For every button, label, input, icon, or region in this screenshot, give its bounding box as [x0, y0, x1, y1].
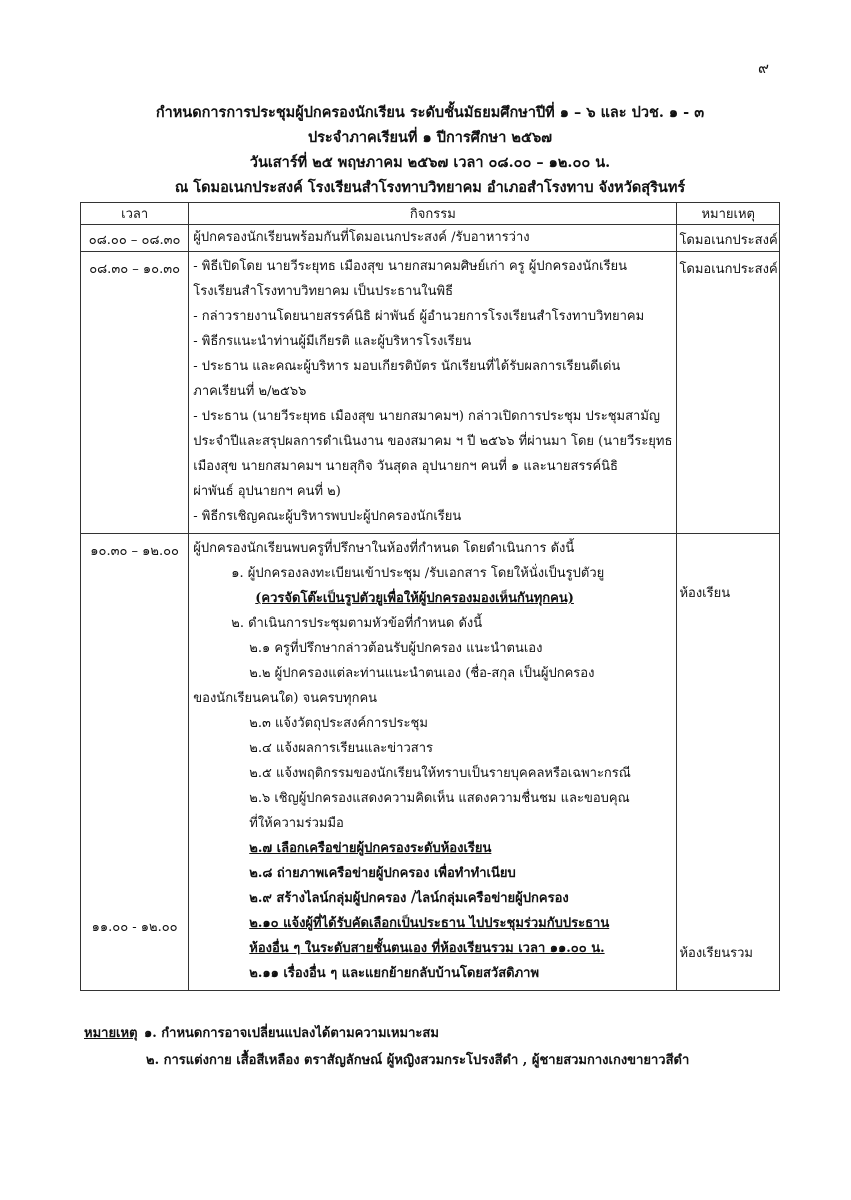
row2-time: ๐๘.๓๐ – ๑๐.๓๐: [81, 252, 189, 534]
subitem-2-10: ๒.๑๐ แจ้งผู้ที่ได้รับคัดเลือกเป็นประธาน ไปประชุมร่วมกับประธาน: [249, 916, 610, 931]
title-line-2: ประจำภาคเรียนที่ ๑ ปีการศึกษา ๒๕๖๗: [307, 129, 553, 146]
row3-activity: [189, 534, 677, 991]
activity-line: โรงเรียนสำโรงทาบวิทยาคม เป็นประธานในพิธี: [193, 284, 454, 299]
remark-1: [84, 1020, 689, 1047]
remark-2: ๒. การแต่งกาย เสื้อสีเหลือง ตราสัญลักษณ์ ผู้หญิงสวมกระโปรงสีดำ , ผู้ชายสวมกางเกงขายาวสีดำ: [146, 1053, 690, 1068]
row3-note-2: ห้องเรียนรวม: [679, 946, 753, 961]
activity-item-1-note: (ควรจัดโต๊ะเป็นรูปตัวยูเพื่อให้ผู้ปกครองมองเห็นกันทุกคน): [255, 591, 574, 606]
row3-note-cell: [677, 534, 780, 991]
table-row: [81, 252, 780, 534]
row3-time: ๑๐.๓๐ – ๑๒.๐๐: [90, 544, 179, 559]
activity-item-1: ๑. ผู้ปกครองลงทะเบียนเข้าประชุม /รับเอกสาร โดยให้นั่งเป็นรูปตัวยู: [231, 566, 605, 581]
row1-activity: ผู้ปกครองนักเรียนพร้อมกันที่โดมอเนกประสงค์ /รับอาหารว่าง: [189, 225, 677, 252]
subitem-2-9: ๒.๙ สร้างไลน์กลุ่มผู้ปกครอง /ไลน์กลุ่มเครือข่ายผู้ปกครอง: [249, 891, 569, 906]
header-time: เวลา: [81, 203, 189, 225]
activity-line: - พิธีเปิดโดย นายวีระยุทธ เมืองสุข นายกสมาคมศิษย์เก่า ครู ผู้ปกครองนักเรียน: [193, 259, 628, 274]
header-activity: กิจกรรม: [189, 203, 677, 225]
table-row: [81, 534, 780, 991]
row1-time: ๐๘.๐๐ – ๐๘.๓๐: [81, 225, 189, 252]
schedule-table: [80, 202, 780, 991]
row3-time-cell: [81, 534, 189, 991]
activity-line: ภาคเรียนที่ ๒/๒๕๖๖: [193, 384, 307, 399]
subitem-2-4: ๒.๔ แจ้งผลการเรียนและข่าวสาร: [249, 741, 433, 756]
row3-note: ห้องเรียน: [679, 586, 731, 601]
activity-line: - พิธีกรแนะนำท่านผู้มีเกียรติ และผู้บริหารโรงเรียน: [193, 334, 472, 349]
activity-item-2: ๒. ดำเนินการประชุมตามหัวข้อที่กำหนด ดังนี้: [231, 616, 483, 631]
table-header-row: [81, 203, 780, 225]
subitem-2-5: ๒.๕ แจ้งพฤติกรรมของนักเรียนให้ทราบเป็นรายบุคคลหรือเฉพาะกรณี: [249, 766, 631, 781]
title-line-4: ณ โดมอเนกประสงค์ โรงเรียนสำโรงทาบวิทยาคม อำเภอสำโรงทาบ จังหวัดสุรินทร์: [174, 179, 686, 196]
document-title-block: [60, 100, 800, 200]
activity-line: ผ่าพันธ์ อุปนายกฯ คนที่ ๒): [193, 484, 341, 499]
subitem-2-2: ๒.๒ ผู้ปกครองแต่ละท่านแนะนำตนเอง (ชื่อ-สกุล เป็นผู้ปกครอง: [249, 666, 595, 681]
page-number: ๙: [758, 59, 769, 77]
activity-line: เมืองสุข นายกสมาคมฯ นายสุกิจ วันสุดล อุปนายกฯ คนที่ ๑ และนายสรรค์นิธิ: [193, 459, 618, 474]
activity-line: ประจำปีและสรุปผลการดำเนินงาน ของสมาคม ฯ ปี ๒๕๖๖ ที่ผ่านมา โดย (นายวีระยุทธ: [193, 434, 673, 449]
row2-activity: [189, 252, 677, 534]
subitem-2-7: ๒.๗ เลือกเครือข่ายผู้ปกครองระดับห้องเรียน: [249, 841, 492, 856]
activity-line: - ประธาน (นายวีระยุทธ เมืองสุข นายกสมาคมฯ) กล่าวเปิดการประชุม ประชุมสามัญ: [193, 409, 660, 424]
subitem-2-8: ๒.๘ ถ่ายภาพเครือข่ายผู้ปกครอง เพื่อทำทำเนียบ: [249, 866, 516, 881]
row2-note: โดมอเนกประสงค์: [677, 252, 780, 534]
activity-intro: ผู้ปกครองนักเรียนพบครูที่ปรึกษาในห้องที่กำหนด โดยดำเนินการ ดังนี้: [193, 541, 575, 556]
activity-line: - ประธาน และคณะผู้บริหาร มอบเกียรติบัตร นักเรียนที่ได้รับผลการเรียนดีเด่น: [193, 359, 621, 374]
subitem-2-6-cont: ที่ให้ความร่วมมือ: [249, 816, 344, 831]
subitem-2-11: ๒.๑๑ เรื่องอื่น ๆ และแยกย้ายกลับบ้านโดยสวัสดิภาพ: [249, 966, 540, 981]
row3-time-2: ๑๑.๐๐ - ๑๒.๐๐: [91, 920, 178, 935]
subitem-2-6: ๒.๖ เชิญผู้ปกครองแสดงความคิดเห็น แสดงความชื่นชม และขอบคุณ: [249, 791, 630, 806]
activity-line: - กล่าวรายงานโดยนายสรรค์นิธิ ผ่าพันธ์ ผู้อำนวยการโรงเรียนสำโรงทาบวิทยาคม: [193, 309, 645, 324]
remarks-label: หมายเหตุ: [84, 1026, 138, 1041]
subitem-2-3: ๒.๓ แจ้งวัตถุประสงค์การประชุม: [249, 716, 428, 731]
title-line-1: กำหนดการการประชุมผู้ปกครองนักเรียน ระดับชั้นมัธยมศึกษาปีที่ ๑ – ๖ และ ปวช. ๑ - ๓: [155, 104, 705, 121]
title-line-3: วันเสาร์ที่ ๒๕ พฤษภาคม ๒๕๖๗ เวลา ๐๘.๐๐ – ๑๒.๐๐ น.: [249, 154, 611, 171]
subitem-2-1: ๒.๑ ครูที่ปรึกษากล่าวต้อนรับผู้ปกครอง แนะนำตนเอง: [249, 641, 543, 656]
activity-line: - พิธีกรเชิญคณะผู้บริหารพบปะผู้ปกครองนักเรียน: [193, 509, 462, 524]
table-row: [81, 225, 780, 252]
subitem-2-10-cont: ห้องอื่น ๆ ในระดับสายชั้นตนเอง ที่ห้องเรียนรวม เวลา ๑๑.๐๐ น.: [249, 941, 605, 956]
remark-1-text: ๑. กำหนดการอาจเปลี่ยนแปลงได้ตามความเหมาะสม: [144, 1026, 439, 1041]
row1-note: โดมอเนกประสงค์: [677, 225, 780, 252]
header-note: หมายเหตุ: [677, 203, 780, 225]
subitem-2-2-cont: ของนักเรียนคนใด) จนครบทุกคน: [193, 691, 378, 706]
remarks-block: [84, 1020, 689, 1074]
